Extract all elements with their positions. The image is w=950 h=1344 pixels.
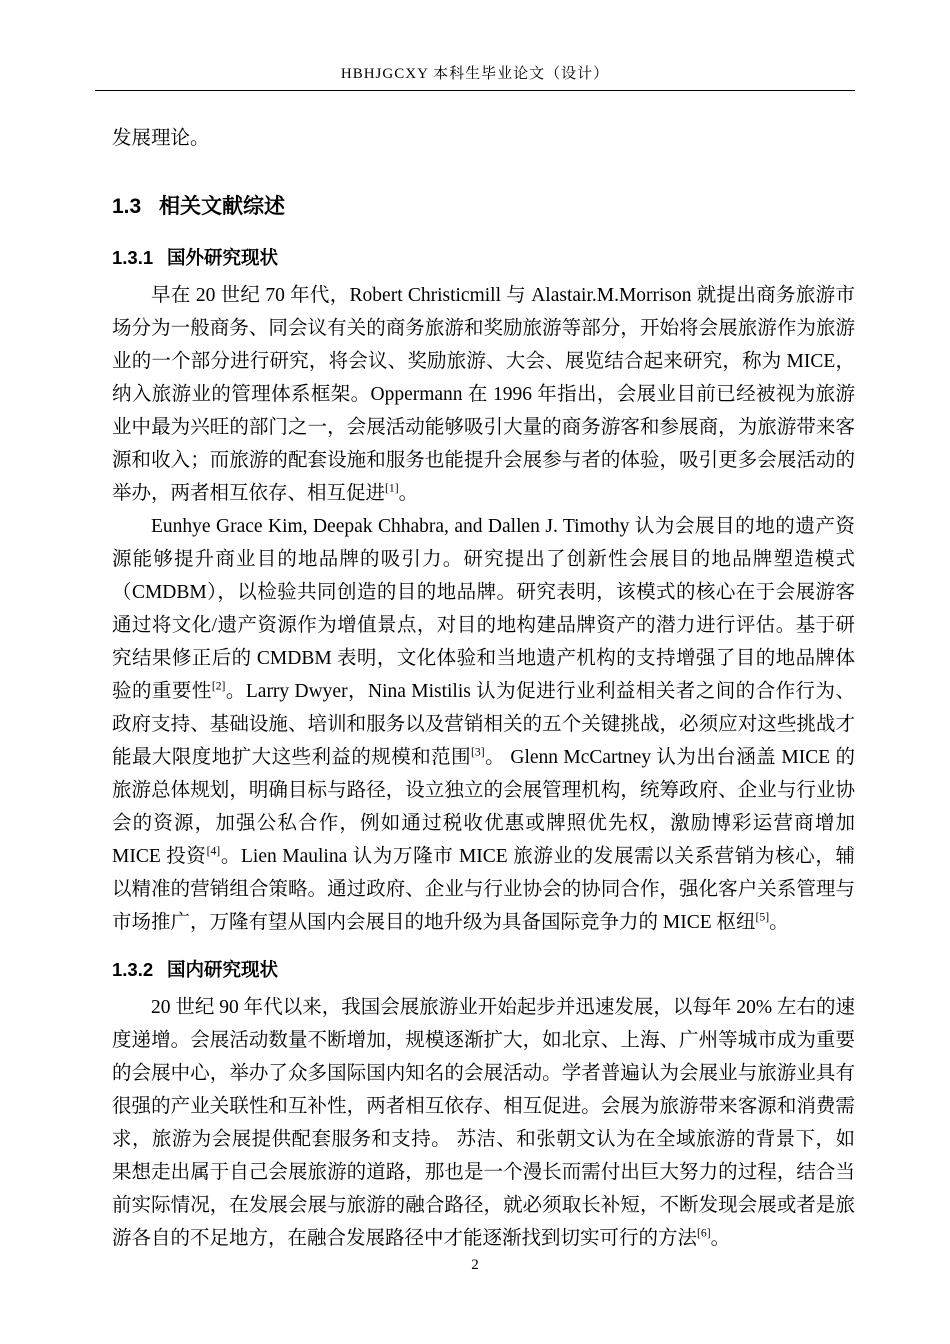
- page-header: [95, 62, 855, 91]
- citation-ref: [6]: [697, 1226, 711, 1240]
- text-run: 早在 20 世纪 70 年代，Robert Christicmill 与 Alastair.M.Morrison 就提出商务旅游市场分为一般商务、同会议有关的商务旅游和奖励旅游等部分，开始将会展旅游作为旅游业的一个部分进行研究，将会议、奖励旅游、大会、展览结合起来研究，称为 MICE，纳入旅游业的管理体系框架。Oppermann 在 1996 年指出，会展业目前已经被视为旅游业中最为兴旺的部门之一，会展活动能够吸引大量的商务游客和参展商，为旅游带来客源和收入；而旅游的配套设施和服务也能提升会展参与者的体验，吸引更多会展活动的举办，两者相互依存、相互促进: [112, 285, 855, 504]
- section-heading-1-3: [112, 193, 855, 221]
- citation-ref: [3]: [471, 745, 485, 759]
- citation-ref: [5]: [755, 910, 770, 924]
- section-number: 1.3: [112, 195, 142, 218]
- subsection-heading-1-3-2: [112, 957, 855, 982]
- citation-ref: [4]: [206, 844, 221, 858]
- citation-ref: [2]: [211, 679, 226, 693]
- running-head-title: HBHJGCXY 本科生毕业论文（设计）: [340, 66, 610, 82]
- text-run: Eunhye Grace Kim, Deepak Chhabra, and Dallen J. Timothy 认为会展目的地的遗产资源能够提升商业目的地品牌的吸引力。研究提出了创新性会展目的地品牌塑造模式（CMDBM），以检验共同创造的目的地品牌。研究表明，该模式的核心在于会展游客通过将文化/遗产资源作为增值景点，对目的地构建品牌资产的潜力进行评估。基于研究结果修正后的 CMDBM 表明，文化体验和当地遗产机构的支持增强了目的地品牌体验的重要性: [112, 516, 855, 702]
- page-number: 2: [471, 1257, 479, 1273]
- text-run: 。Lien Maulina 认为万隆市 MICE 旅游业的发展需以关系营销为核心，辅以精准的营销组合策略。通过政府、企业与行业协会的协同合作，强化客户关系管理与市场推广，万隆有望从国内会展目的地升级为具备国际竞争力的 MICE 枢纽: [112, 846, 855, 933]
- text-run: 。: [710, 1228, 731, 1249]
- paragraph-foreign-research-2: [112, 510, 855, 939]
- subsection-number: 1.3.1: [112, 247, 154, 268]
- text-run: 。Larry Dwyer，Nina Mistilis 认为促进行业利益相关者之间的合作行为、政府支持、基础设施、培训和服务以及营销相关的五个关键挑战，必须应对这些挑战才能最大限度地扩大这些利益的规模和范围: [112, 681, 855, 768]
- citation-ref: [1]: [385, 481, 399, 495]
- text-run: 20 世纪 90 年代以来，我国会展旅游业开始起步并迅速发展，以每年 20% 左右的速度递增。会展活动数量不断增加，规模逐渐扩大，如北京、上海、广州等城市成为重要的会展中心，举办了众多国际国内知名的会展活动。学者普遍认为会展业与旅游业具有很强的产业关联性和互补性，两者相互依存、相互促进。会展为旅游带来客源和消费需求，旅游为会展提供配套服务和支持。 苏洁、和张朝文认为在全域旅游的背景下，如果想走出属于自己会展旅游的道路，那也是一个漫长而需付出巨大努力的过程，结合当前实际情况，在发展会展与旅游的融合路径，就必须取长补短，不断发现会展或者是旅游各自的不足地方，在融合发展路径中才能逐渐找到切实可行的方法: [112, 997, 855, 1249]
- page-footer: [0, 1257, 950, 1274]
- page-body: [112, 108, 855, 1255]
- subsection-number: 1.3.2: [112, 959, 154, 980]
- paragraph-foreign-research-1: [112, 279, 855, 510]
- paragraph-domestic-research-1: [112, 991, 855, 1255]
- text-run: 。: [769, 912, 789, 933]
- subsection-title: 国内研究现状: [167, 959, 279, 980]
- carryover-paragraph: 发展理论。: [112, 128, 210, 149]
- text-run: 。 Glenn McCartney 认为出台涵盖 MICE 的旅游总体规划，明确目标与路径，设立独立的会展管理机构，统筹政府、企业与行业协会的资源，加强公私合作，例如通过税收优惠或牌照优先权，激励博彩运营商增加 MICE 投资: [112, 747, 855, 867]
- subsection-title: 国外研究现状: [167, 247, 279, 268]
- subsection-heading-1-3-1: [112, 245, 855, 270]
- section-title: 相关文献综述: [159, 195, 286, 218]
- text-run: 。: [398, 483, 419, 504]
